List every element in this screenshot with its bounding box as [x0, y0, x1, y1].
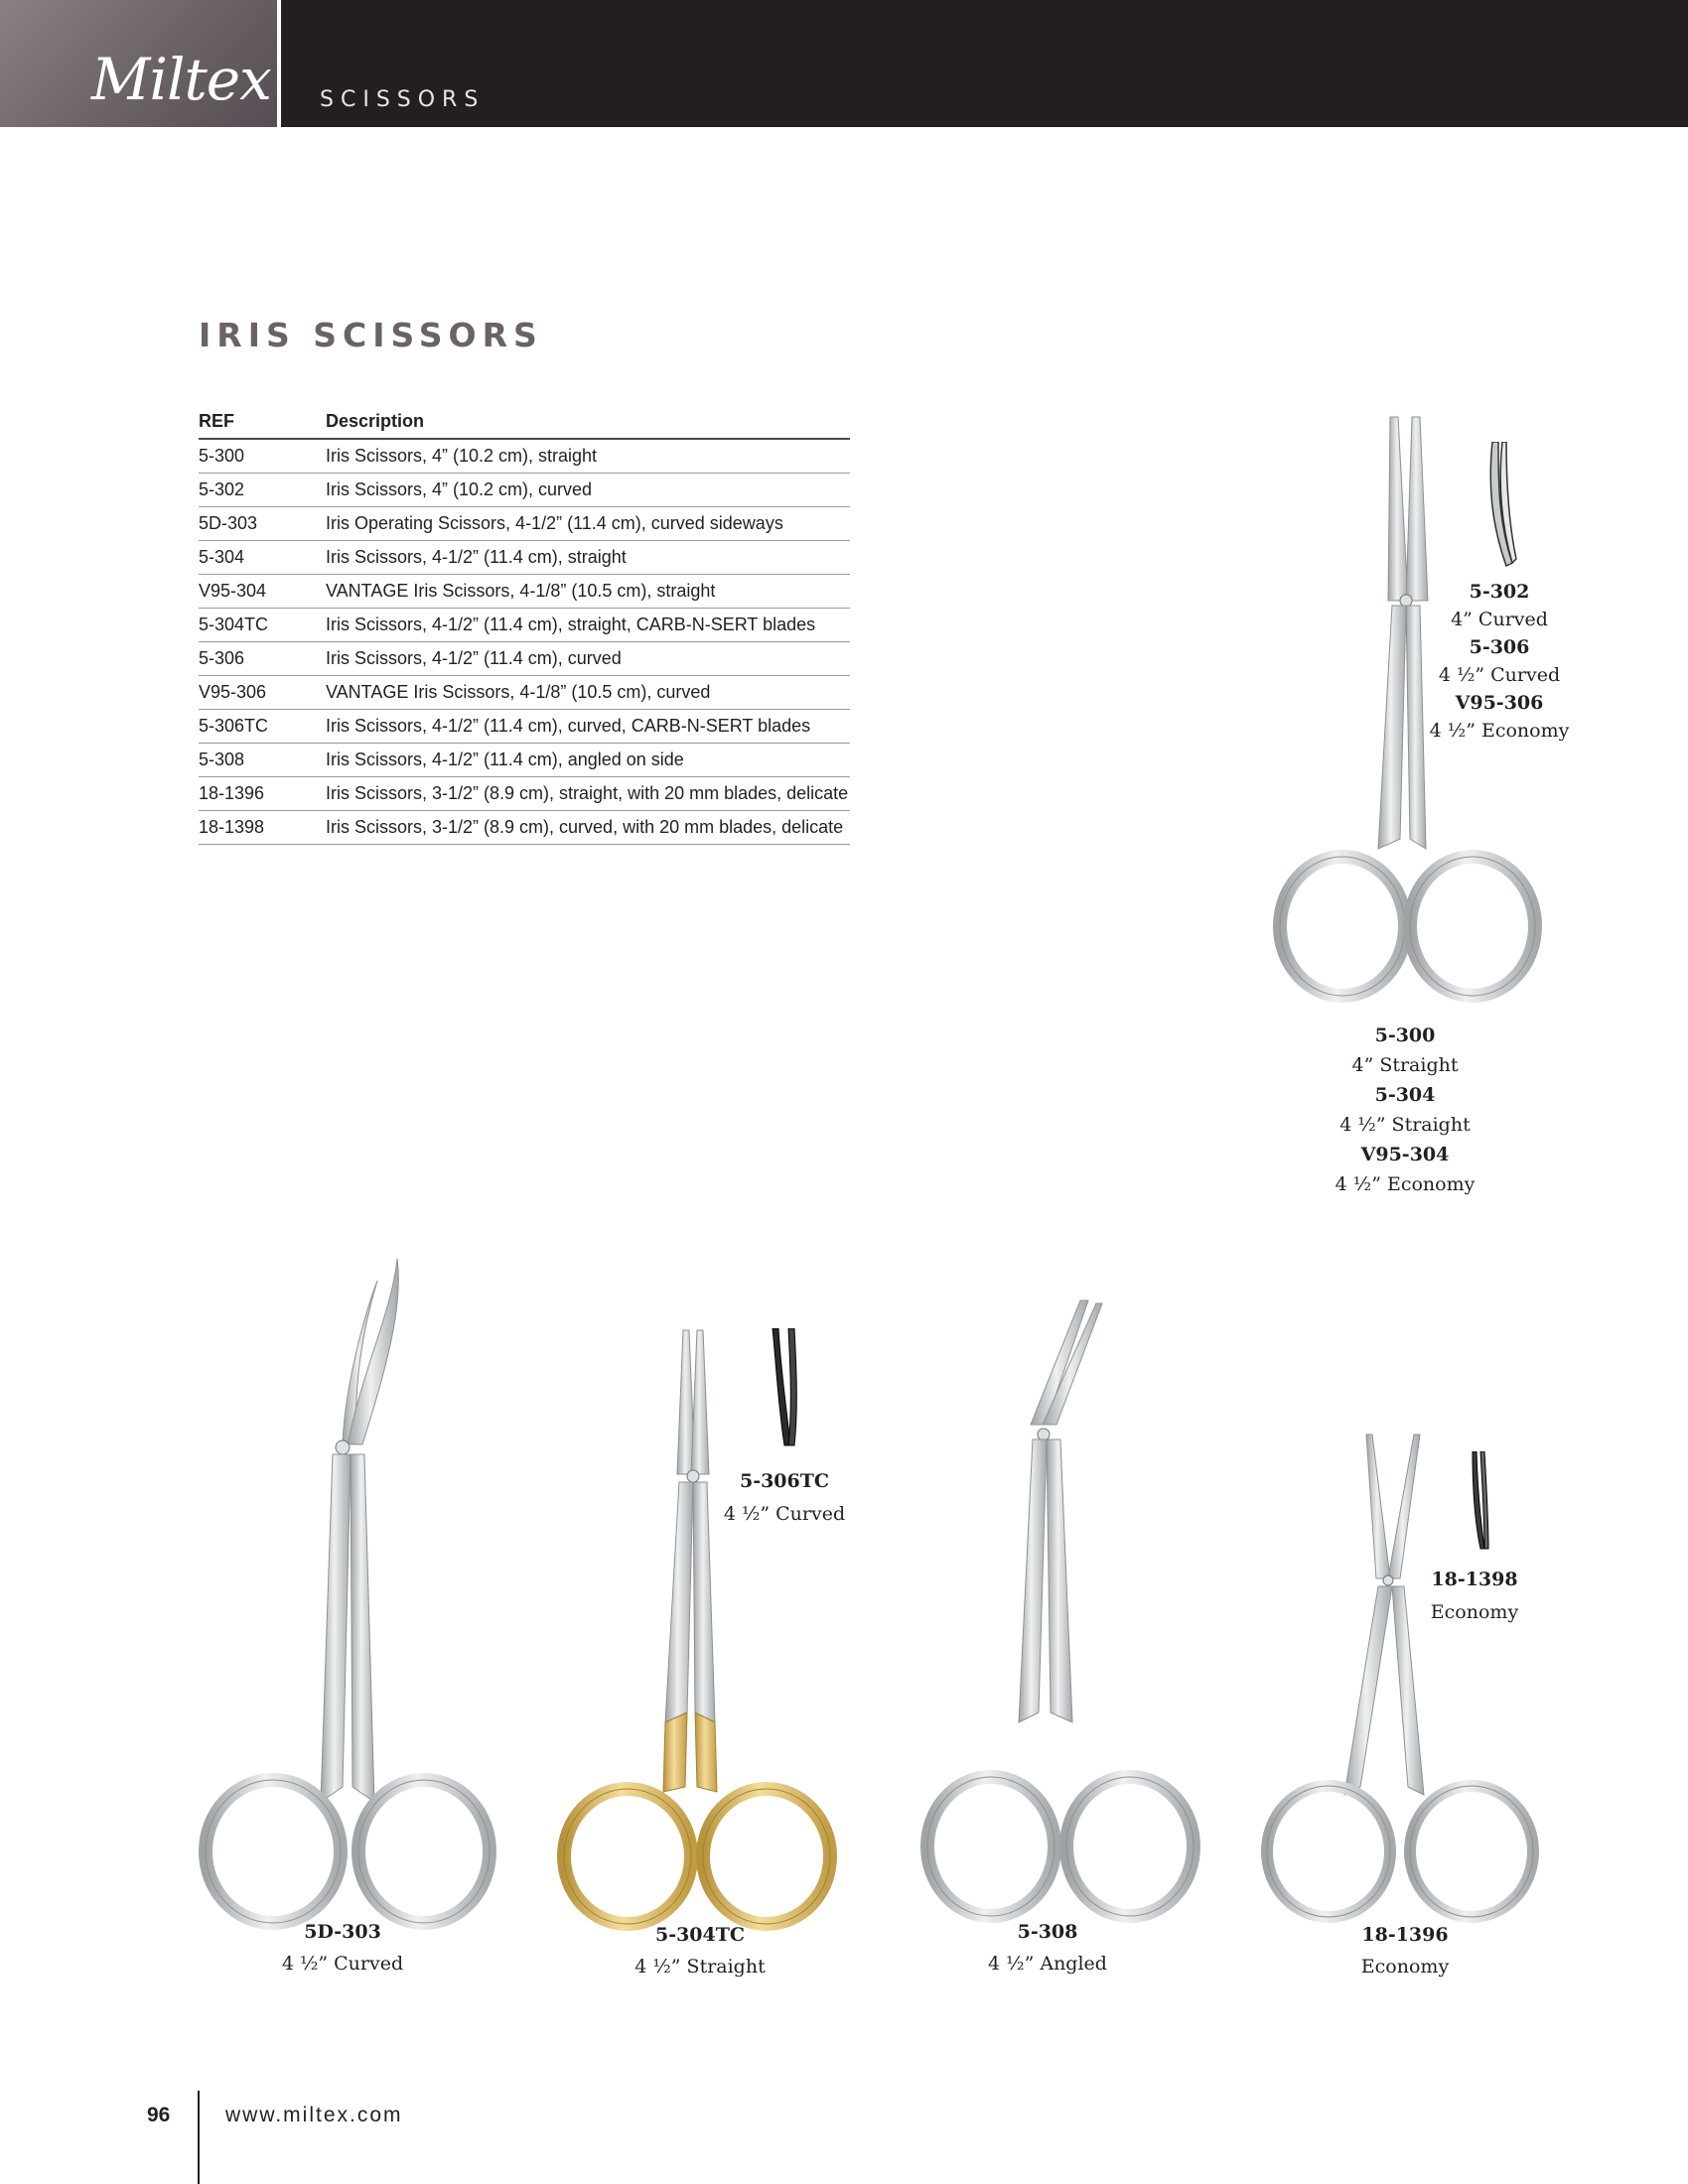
- description-cell: Iris Scissors, 4-1/2” (11.4 cm), straight, CARB-N-SERT blades: [326, 614, 816, 634]
- scissors-5d303-image: [194, 1251, 501, 1936]
- description-cell: Iris Scissors, 4-1/2” (11.4 cm), straight: [326, 547, 627, 567]
- page-number: 96: [147, 2104, 171, 2126]
- caption-code: 5-304: [1374, 1084, 1436, 1106]
- header-divider: [277, 0, 281, 127]
- website-link[interactable]: www.miltex.com: [225, 2104, 403, 2126]
- column-header-description: Description: [326, 411, 425, 431]
- ref-cell: 5-300: [199, 446, 245, 466]
- caption-code: 5-302: [1469, 581, 1530, 603]
- ref-cell: 5-304: [199, 547, 245, 567]
- caption-5304tc: [616, 1919, 784, 1982]
- table-row: [199, 777, 850, 811]
- caption-desc: 4 ½” Curved: [723, 1503, 846, 1525]
- tc-tip-detail-image: [765, 1328, 804, 1447]
- caption-5306tc: [715, 1465, 854, 1531]
- caption-code: 5-308: [1017, 1921, 1078, 1943]
- reference-table: [199, 405, 850, 845]
- description-cell: Iris Scissors, 4-1/2” (11.4 cm), curved, CARB-N-SERT blades: [326, 716, 811, 736]
- ref-cell: V95-304: [199, 581, 267, 601]
- description-cell: Iris Operating Scissors, 4-1/2” (11.4 cm), curved sideways: [326, 513, 783, 533]
- footer-divider: [198, 2091, 200, 2184]
- ref-cell: 5-306: [199, 648, 245, 668]
- description-cell: VANTAGE Iris Scissors, 4-1/8” (10.5 cm), straight: [326, 581, 716, 601]
- caption-desc: 4 ½” Straight: [1339, 1114, 1471, 1136]
- scissors-5304tc-image: [546, 1325, 854, 1936]
- caption-code: V95-304: [1360, 1144, 1450, 1165]
- table-row: [199, 575, 850, 609]
- brand-logo-box: [0, 0, 277, 127]
- caption-desc: 4 ½” Economy: [1335, 1173, 1476, 1195]
- ref-cell: 18-1396: [199, 783, 265, 803]
- curved-tip-detail-image: [1482, 442, 1522, 571]
- caption-181398: [1415, 1564, 1534, 1629]
- table-row: [199, 440, 850, 474]
- scissors-5308-image: [912, 1296, 1219, 1936]
- caption-desc: 4 ½” Economy: [1429, 720, 1570, 742]
- caption-code: 5D-303: [304, 1921, 381, 1943]
- table-row: [199, 811, 850, 845]
- table-row: [199, 541, 850, 575]
- caption-code: V95-306: [1455, 692, 1544, 714]
- description-cell: VANTAGE Iris Scissors, 4-1/8” (10.5 cm), curved: [326, 682, 711, 702]
- table-row: [199, 710, 850, 744]
- description-cell: Iris Scissors, 3-1/2” (8.9 cm), straight, with 20 mm blades, delicate: [326, 783, 849, 803]
- ref-cell: 5-306TC: [199, 716, 269, 736]
- table-row: [199, 609, 850, 642]
- caption-desc: 4 ½” Curved: [1438, 664, 1561, 686]
- caption-5308: [963, 1916, 1132, 1979]
- caption-code: 18-1396: [1361, 1924, 1449, 1946]
- ref-cell: V95-306: [199, 682, 267, 702]
- description-cell: Iris Scissors, 4” (10.2 cm), curved: [326, 479, 593, 499]
- table-row: [199, 507, 850, 541]
- caption-desc: 4 ½” Angled: [988, 1953, 1107, 1975]
- caption-desc: 4” Straight: [1351, 1054, 1459, 1076]
- caption-code: 5-300: [1374, 1024, 1436, 1046]
- ref-cell: 5D-303: [199, 513, 258, 533]
- caption-desc: 4 ½” Curved: [281, 1953, 404, 1975]
- caption-desc: 4” Curved: [1451, 609, 1548, 630]
- caption-5d303: [258, 1916, 427, 1979]
- page-title: IRIS SCISSORS: [199, 316, 543, 354]
- table-row: [199, 744, 850, 777]
- table-row: [199, 676, 850, 710]
- caption-code: 5-304TC: [654, 1924, 746, 1946]
- description-cell: Iris Scissors, 4-1/2” (11.4 cm), angled on side: [326, 750, 684, 769]
- caption-181396: [1331, 1919, 1479, 1982]
- description-cell: Iris Scissors, 4-1/2” (11.4 cm), curved: [326, 648, 622, 668]
- caption-straight-group: [1321, 1021, 1489, 1199]
- caption-code: 5-306: [1469, 636, 1530, 658]
- caption-code: 5-306TC: [739, 1470, 830, 1492]
- ref-cell: 5-304TC: [199, 614, 269, 634]
- caption-desc: 4 ½” Straight: [634, 1956, 766, 1978]
- ref-cell: 5-308: [199, 750, 245, 769]
- description-cell: Iris Scissors, 4” (10.2 cm), straight: [326, 446, 598, 466]
- table-row: [199, 474, 850, 507]
- caption-desc: Economy: [1360, 1956, 1450, 1978]
- caption-desc: Economy: [1430, 1601, 1519, 1623]
- ref-cell: 5-302: [199, 479, 245, 499]
- scissors-181396-image: [1249, 1430, 1557, 1936]
- table-row: [199, 642, 850, 676]
- brand-logo: Miltex: [91, 46, 271, 113]
- column-header-ref: REF: [199, 411, 234, 431]
- table-header: [199, 405, 850, 440]
- section-label: SCISSORS: [320, 87, 486, 112]
- description-cell: Iris Scissors, 3-1/2” (8.9 cm), curved, with 20 mm blades, delicate: [326, 817, 844, 837]
- economy-tip-detail-image: [1465, 1451, 1494, 1551]
- caption-curved-group: [1420, 578, 1579, 745]
- caption-code: 18-1398: [1431, 1569, 1518, 1590]
- page-header: [0, 0, 1688, 127]
- ref-cell: 18-1398: [199, 817, 265, 837]
